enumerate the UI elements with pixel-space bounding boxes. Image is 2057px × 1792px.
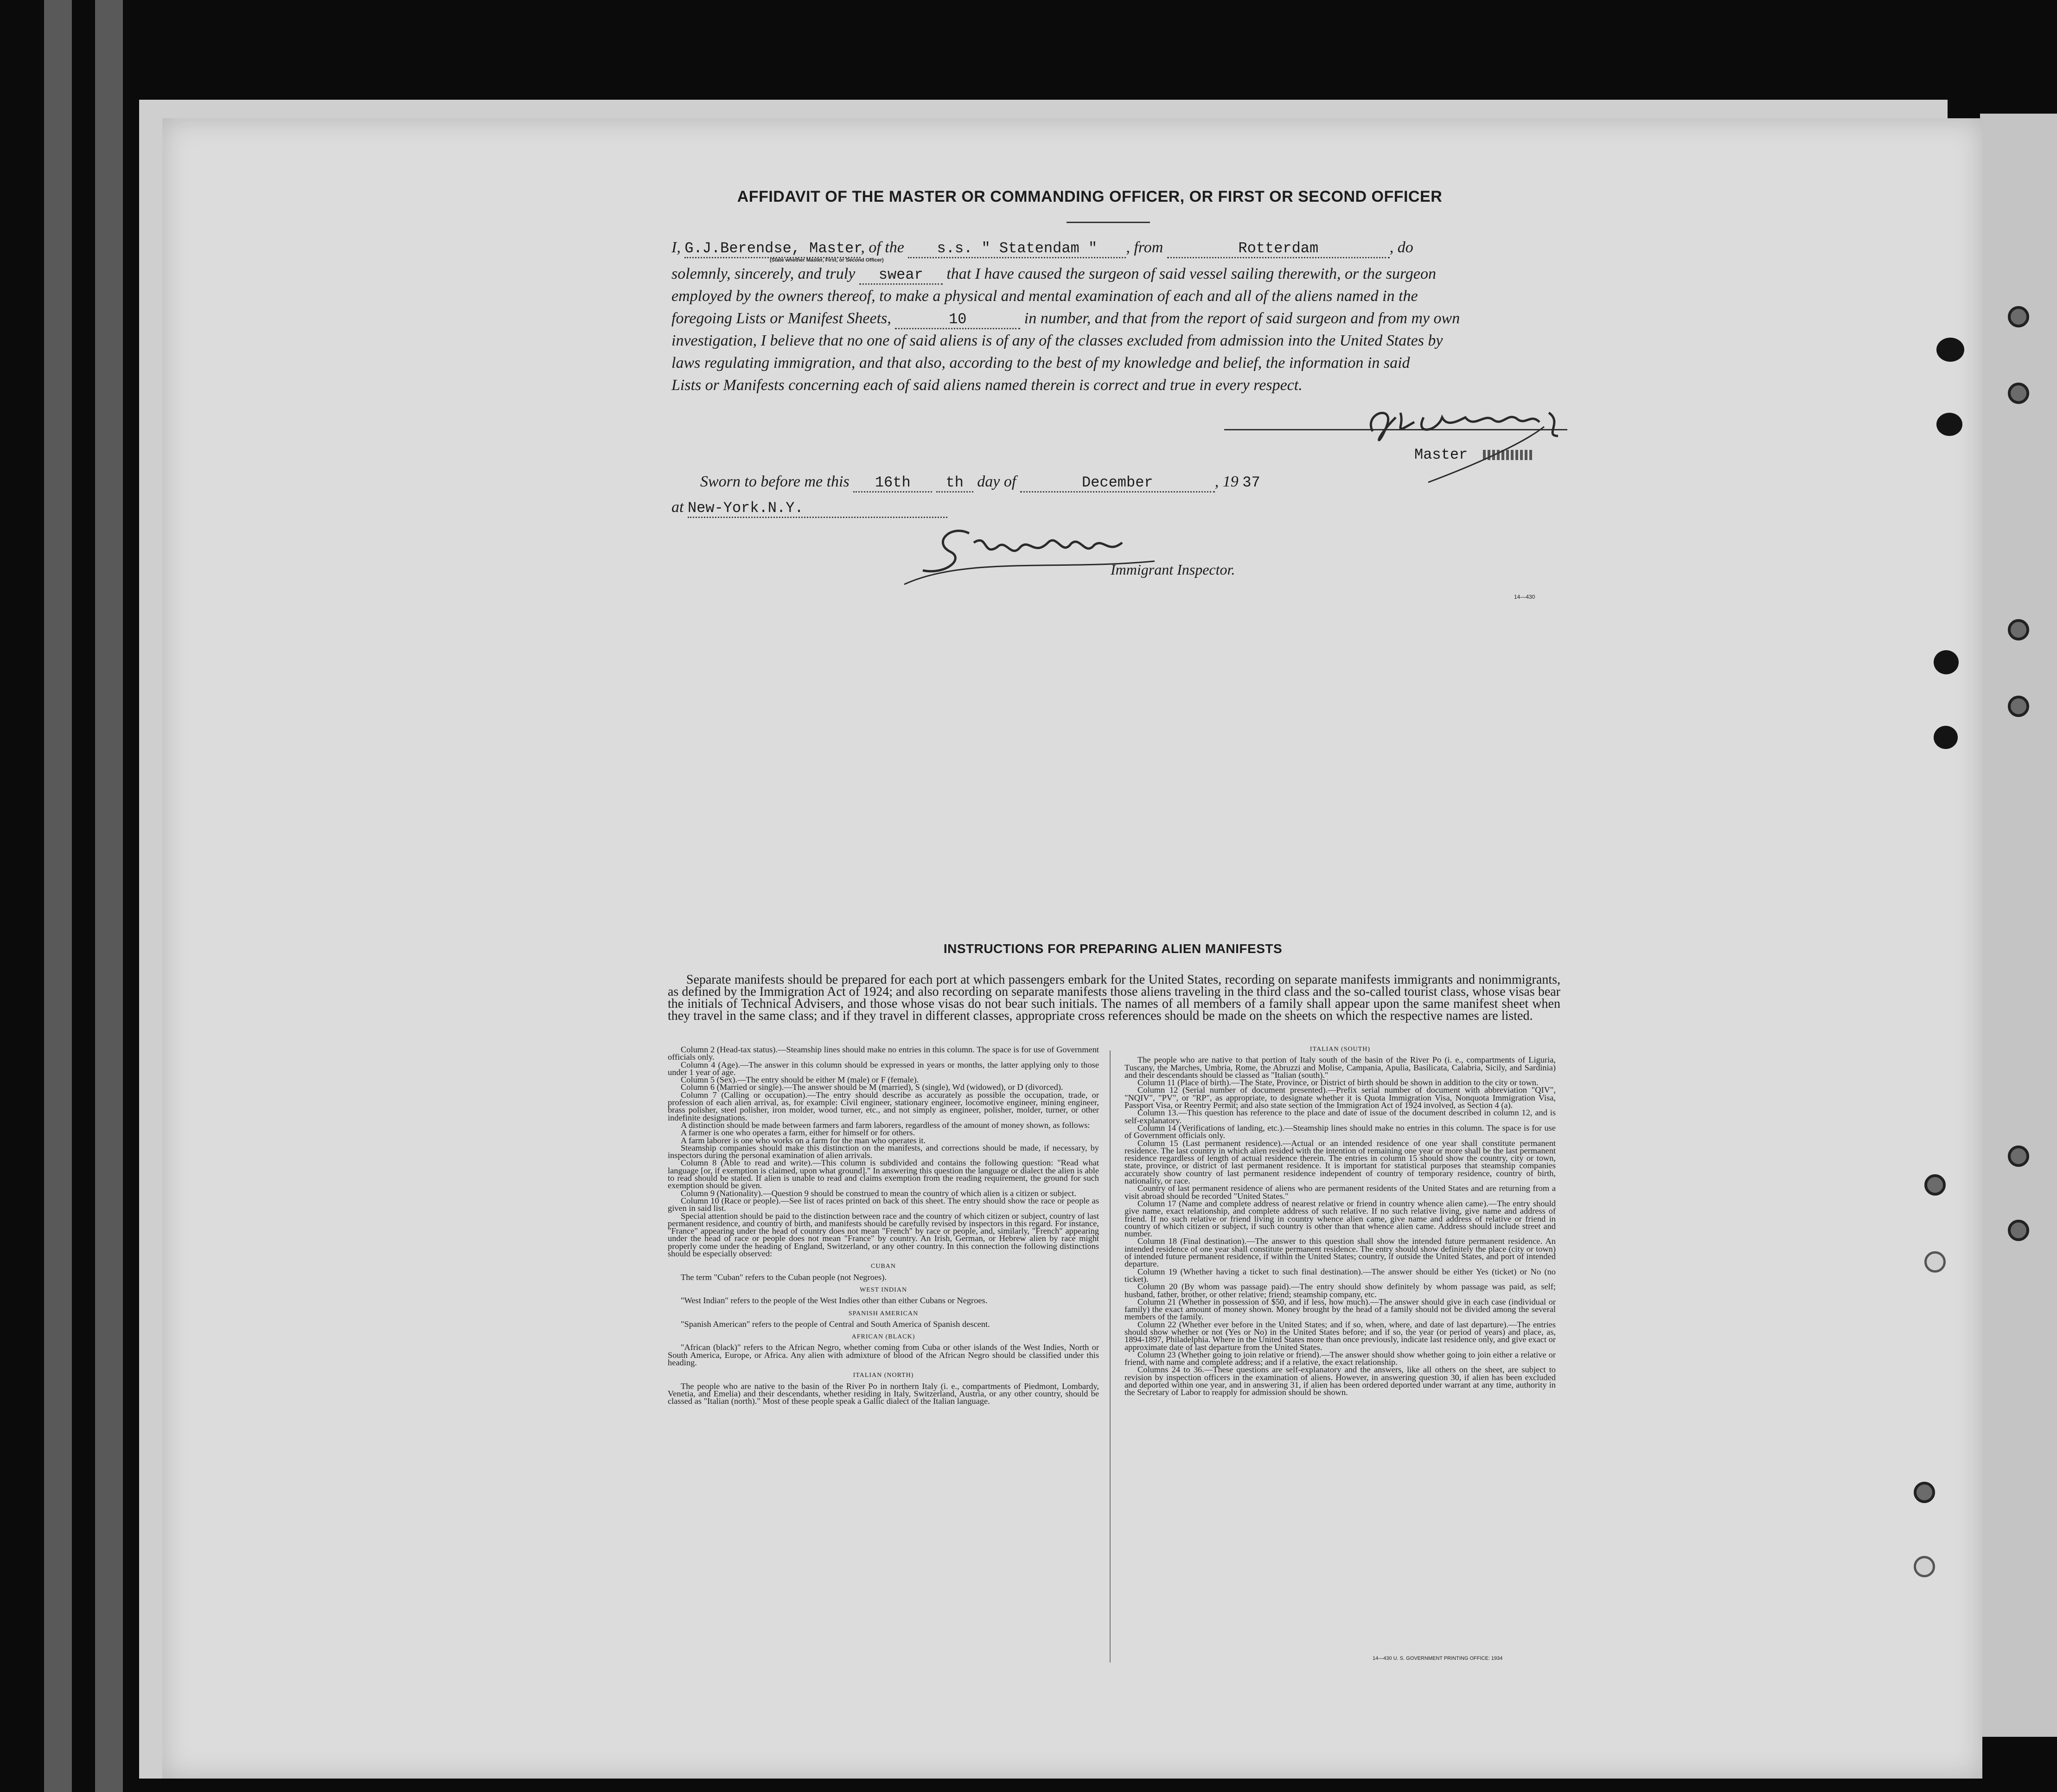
form-number: 14—430 <box>1514 594 1535 600</box>
text: in number, and that from the report of said surgeon and from my own <box>1024 310 1460 327</box>
affidavit-line-6: laws regulating immigration, and that also, according to the best of my knowledge and belief, the information in said <box>671 354 1410 371</box>
left-paragraph: Column 2 (Head-tax status).—Steamship lines should make no entries in this column. The space is for use of Government officials only. <box>668 1045 1099 1062</box>
punch-hole <box>2008 696 2029 717</box>
section-heading: AFRICAN (BLACK) <box>851 1333 915 1341</box>
left-paragraph: Column 4 (Age).—The answer in this column should be expressed in years or months, the latter applying only to those under 1 year of age. <box>668 1060 1099 1077</box>
right-paragraph: Column 22 (Whether ever before in the United States; and if so, when, where, and date of last departure).—The entries should show whether or not (Yes or No) in the United States before; and if so, the year (or period of years) and place, as, 1894-1897, Philadelphia. Where in the United States more than once previously, indicate last residence only, and give exact or approximate date of last departure from the United States. <box>1124 1319 1556 1352</box>
title-rule <box>1067 222 1150 223</box>
right-edge-strip <box>1980 114 2057 1737</box>
port-field: Rotterdam <box>1167 240 1390 258</box>
month-field: December <box>1020 474 1215 493</box>
left-paragraph: Steamship companies should make this distinction on the manifests, and corrections should be made, if necessary, by inspectors during the personal examination of alien arrivals. <box>668 1143 1099 1160</box>
vessel-field: s.s. " Statendam " <box>908 240 1126 258</box>
instructions-right-column <box>1124 1046 1556 1396</box>
right-paragraph: Column 17 (Name and complete address of nearest relative or friend in country whence alien came).—The entry should give name, exact relationship, and complete address of such relative. If no such relative living, give name and address of friend. If no such relative or friend living in country whence alien came, give name and address of relative or friend in country of which citizen or subject, if such country is other than that whence alien came. Address should include street and number. <box>1124 1198 1556 1239</box>
text: , from <box>1126 239 1163 256</box>
left-paragraph: Column 5 (Sex).—The entry should be either M (male) or F (female). <box>681 1075 919 1085</box>
text: , of the <box>861 239 904 256</box>
left-paragraph: The term "Cuban" refers to the Cuban people (not Negroes). <box>681 1272 887 1282</box>
place-field: New-York.N.Y. <box>688 499 947 518</box>
text: Sworn to before me this <box>700 473 850 490</box>
inspector-signature <box>895 515 1173 594</box>
film-edge-left-2 <box>95 0 123 1792</box>
left-paragraph: A farm laborer is one who works on a farm for the man who operates it. <box>681 1135 926 1145</box>
affidavit-line-7: Lists or Manifests concerning each of said aliens named therein is correct and true in every respect. <box>671 377 1303 394</box>
affidavit-line-3: employed by the owners thereof, to make a physical and mental examination of each and all of the aliens named in the <box>671 288 1418 305</box>
punch-hole <box>1934 650 1959 674</box>
right-paragraph: Column 21 (Whether in possession of $50, and if less, how much).—The answer should give in each case (individual or family) the exact amount of money shown. Money brought by the head of a family should not be divided among the several members of the family. <box>1124 1297 1556 1322</box>
affidavit-line-1 <box>671 239 1566 258</box>
right-paragraph: Column 15 (Last permanent residence).—Actual or an intended residence of one year shall constitute permanent residence. The last country in which alien resided with the intention of remaining one year or more shall be the last permanent residence regardless of length of actual residence therein. The entries in column 15 should show the country, city or town, state, province, or district of last permanent residence. It is important for statistical purposes that steamship companies accurately show country of last permanent residence independent of country of temporary residence, country of birth, nationality, or race. <box>1124 1138 1556 1186</box>
right-paragraph: Column 20 (By whom was passage paid).—The entry should show definitely by whom passage was paid, as self; husband, father, brother, or other relative; friend; steamship company, etc. <box>1124 1282 1556 1299</box>
section-heading: SPANISH AMERICAN <box>848 1310 919 1317</box>
punch-hole <box>1936 338 1964 362</box>
affidavit-line-2 <box>671 265 1566 285</box>
column-divider <box>1110 1050 1111 1663</box>
punch-hole <box>1914 1482 1935 1503</box>
left-paragraph: Column 9 (Nationality).—Question 9 should be construed to mean the country of which alien is a citizen or subject. <box>681 1188 1076 1198</box>
signer-title <box>1414 446 1534 463</box>
right-paragraph: Column 11 (Place of birth).—The State, Province, or District of birth should be shown in addition to the city or town. <box>1137 1078 1539 1088</box>
text: solemnly, sincerely, and truly <box>671 265 856 282</box>
section-heading: ITALIAN (SOUTH) <box>1310 1046 1371 1053</box>
right-paragraph: Country of last permanent residence of aliens who are permanent residents of the United States and are returning from a visit abroad should be recorded "United States." <box>1124 1184 1556 1201</box>
instructions-left-column <box>668 1046 1099 1405</box>
left-paragraph: A distinction should be made between farmers and farm laborers, regardless of the amount of money shown, as follows: <box>681 1120 1090 1130</box>
right-paragraph: The people who are native to that portion of Italy south of the basin of the River Po (i. e., compartments of Liguria, Tuscany, the Marches, Umbria, Rome, the Abruzzi and Molise, Campania, Apulia, Basilicata, Calabria, Sicily, and Sardinia) and their descendants should be classed as "Italian (south)." <box>1124 1055 1556 1080</box>
punch-hole <box>1936 413 1962 436</box>
affidavit-line-5: investigation, I believe that no one of said aliens is of any of the classes excluded from admission into the United States by <box>671 332 1443 349</box>
sworn-line <box>700 473 1595 493</box>
left-paragraph: Column 8 (Able to read and write).—This column is subdivided and contains the following question: "Read what language [or, if exemption is claimed, upon what ground]." In answering this question the language or dialect the alien is able to read should be stated. If alien is unable to read and claims exemption from the reading requirement, the ground for such exemption should be given. <box>668 1158 1099 1190</box>
left-paragraph: Column 10 (Race or people).—See list of races printed on back of this sheet. The entry should show the race or people as given in said list. <box>668 1196 1099 1213</box>
text: that I have caused the surgeon of said vessel sailing therewith, or the surgeon <box>946 265 1437 282</box>
right-paragraph: Column 12 (Serial number of document presented).—Prefix serial number of document with abbreviation "QIV", "NQIV", "PV", or "RP", as appropriate, to designate whether it is Quota Immigration Visa, Nonquota Immigration Visa, Passport Visa, or Reentry Permit; and also state section of the Immigration Act of 1924 involved, as Section 4 (a). <box>1124 1085 1556 1110</box>
day-suffix-field: th <box>936 474 973 493</box>
punch-hole <box>1934 726 1958 749</box>
punch-hole <box>1924 1174 1946 1196</box>
instructions-intro: Separate manifests should be prepared for each port at which passengers embark for the United States, recording on separate manifests immigrants and nonimmigrants, as defined by the Immigration Act of 1924; and also recording on separate manifests those aliens traveling in the third class and the so-called tourist class, whose visas bear the initials of Technical Advisers, and those whose visas do not bear such initials. The names of all members of a family shall appear upon the same manifest sheet when they travel in the same class; and if they travel in different classes, appropriate cross references should be made on the sheets on which the respective names are listed. <box>668 973 1560 1023</box>
text: foregoing Lists or Manifest Sheets, <box>671 310 891 327</box>
officer-name-field: G.J.Berendse, Master <box>684 240 861 258</box>
text: I, <box>671 239 681 256</box>
punch-hole <box>2008 619 2029 640</box>
title-note: (State whether Master, First, or Second Officer) <box>770 257 884 263</box>
text: at <box>671 499 684 516</box>
inspector-title: Immigrant Inspector. <box>1111 561 1235 578</box>
left-paragraph: Column 6 (Married or single).—The answer should be M (married), S (single), Wd (widowed), or D (divorced). <box>681 1082 1063 1092</box>
text: day of <box>977 473 1016 490</box>
affidavit-title: AFFIDAVIT OF THE MASTER OR COMMANDING OFFICER, OR FIRST OR SECOND OFFICER <box>737 188 1443 205</box>
oath-field: swear <box>859 266 943 285</box>
punch-hole <box>1914 1556 1935 1577</box>
left-paragraph: Special attention should be paid to the distinction between race and the country of which citizen or subject, country of last permanent residence, and country of birth, and manifests should be carefully revised by inspectors in this regard. For instance, "France" appearing under the head of country does not mean "French" by race or people, and, similarly, "French" appearing under the head of race or people does not mean "France" by country. An Irish, German, or Hebrew alien by race might properly come under the heading of England, Switzerland, or any other country. In this connection the following distinctions should be especially observed: <box>668 1211 1099 1259</box>
right-paragraph: Column 14 (Verifications of landing, etc.).—Steamship lines should make no entries in this column. The space is for use of Government officials only. <box>1124 1123 1556 1140</box>
left-paragraph: "West Indian" refers to the people of the West Indies other than either Cubans or Negroes. <box>681 1296 988 1306</box>
punch-hole <box>2008 1220 2029 1241</box>
film-edge-left <box>44 0 72 1792</box>
left-paragraph: Column 7 (Calling or occupation).—The entry should describe as accurately as possible the occupation, trade, or profession of each alien arrival, as, for example: Civil engineer, stationary engineer, locomotive engineer, mining engineer, brass polisher, steel polisher, iron molder, wood turner, etc., and not simply as engineer, polisher, molder, turner, or other indefinite designations. <box>668 1090 1099 1122</box>
punch-hole <box>1924 1251 1946 1273</box>
printing-office-imprint: 14—430 U. S. GOVERNMENT PRINTING OFFICE: 1934 <box>1373 1656 1503 1661</box>
section-heading: CUBAN <box>870 1263 896 1270</box>
left-paragraph: "Spanish American" refers to the people of Central and South America of Spanish descent. <box>681 1319 990 1329</box>
right-paragraph: Column 13.—This question has reference to the place and date of issue of the document described in column 12, and is self-explanatory. <box>1124 1108 1556 1125</box>
text: Master <box>1414 446 1468 463</box>
left-paragraph: The people who are native to the basin of the River Po in northern Italy (i. e., compartments of Piedmont, Lombardy, Venetia, and Emelia) and their descendants, whether residing in Italy, Switzerland, Austria, or any other country, should be classed as "Italian (north)." Most of these people speak a Gallic dialect of the Italian language. <box>668 1381 1099 1406</box>
punch-hole <box>2008 383 2029 404</box>
section-heading: ITALIAN (NORTH) <box>853 1372 914 1379</box>
sheet-count-field: 10 <box>895 311 1020 329</box>
left-paragraph: A farmer is one who operates a farm, either for himself or for others. <box>681 1128 915 1138</box>
year-field: 37 <box>1242 474 1260 491</box>
affidavit-line-4 <box>671 310 1566 329</box>
punch-hole <box>2008 306 2029 327</box>
instructions-title: INSTRUCTIONS FOR PREPARING ALIEN MANIFESTS <box>943 941 1283 956</box>
day-field: 16th <box>853 474 932 493</box>
left-paragraph: "African (black)" refers to the African Negro, whether coming from Cuba or other islands of the West Indies, North or South America, Europe, or Africa. Any alien with admixture of blood of the African Negro should be classified under this heading. <box>668 1343 1099 1367</box>
text: , 19 <box>1214 473 1239 490</box>
right-paragraph: Columns 24 to 36.—These questions are self-explanatory and the answers, like all others on the sheet, are subject to revision by inspection officers in the examination of aliens. However, in answering question 30, if alien has been excluded and deported within one year, and in answering 31, if alien has been ordered deported under warrant at any time, authority in the Secretary of Labor to reapply for admission should be shown. <box>1124 1365 1556 1397</box>
punch-hole <box>2008 1146 2029 1167</box>
right-paragraph: Column 18 (Final destination).—The answer to this question shall show the intended future permanent residence. An intended residence of one year shall constitute permanent residence. The entry should show definitely the place (city or town) of intended future permanent residence, if within the United States; country, if outside the United States, and port of intended departure. <box>1124 1236 1556 1269</box>
right-paragraph: Column 23 (Whether going to join relative or friend).—The answer should show whether going to join either a relative or friend, with name and complete address; and if a relative, the exact relationship. <box>1124 1350 1556 1367</box>
section-heading: WEST INDIAN <box>859 1286 907 1293</box>
text: , do <box>1389 239 1413 256</box>
right-paragraph: Column 19 (Whether having a ticket to such final destination).—The answer should be either Yes (ticket) or No (no ticket). <box>1124 1267 1556 1284</box>
struck-out-text <box>1483 450 1534 460</box>
